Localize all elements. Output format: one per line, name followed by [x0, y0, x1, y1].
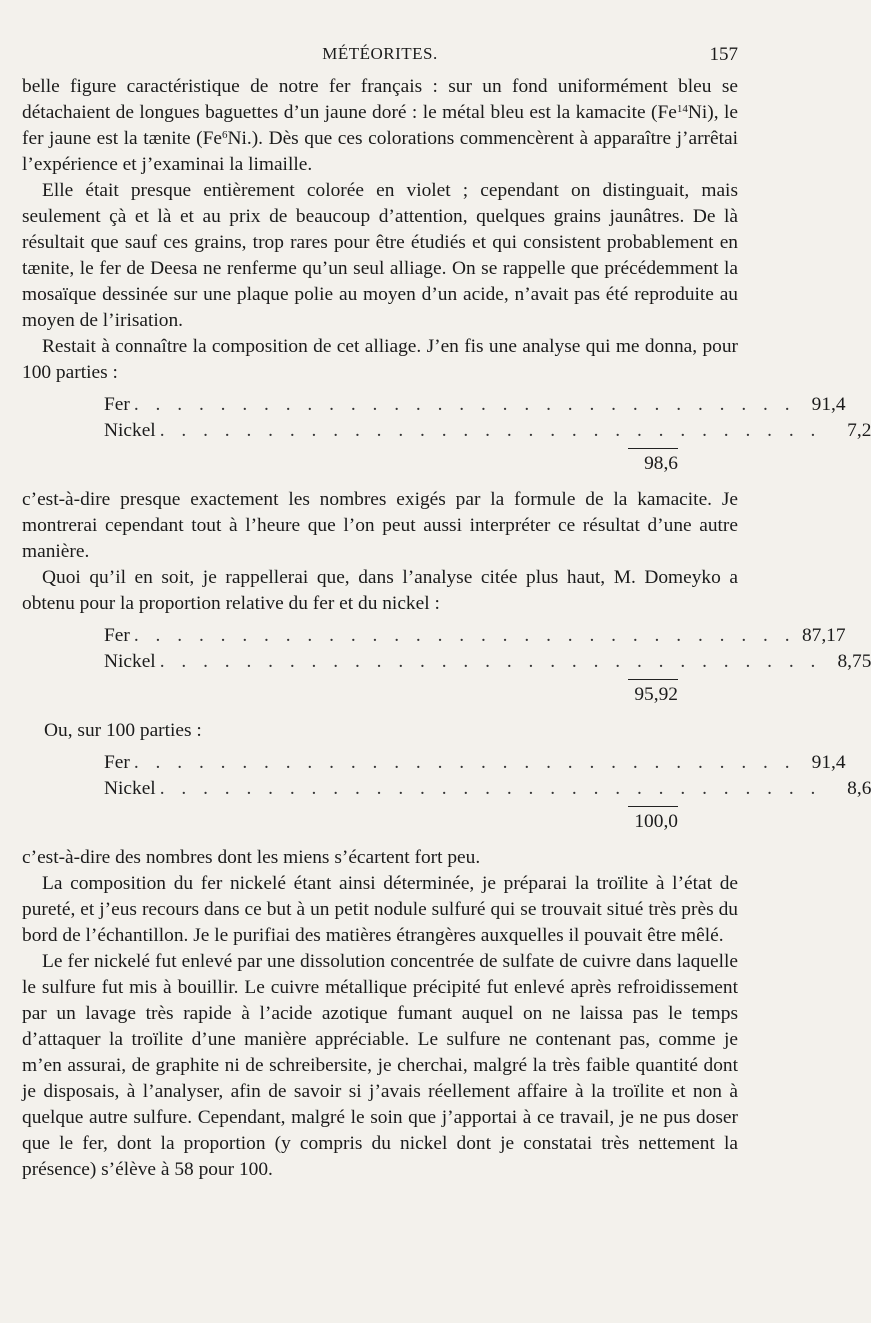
paragraph-4: c’est-à-dire presque exactement les nombres exigés par la formule de la kamacite. Je montrerai cependant tout à l’heure que l’on peut aussi interpréter ce résultat d’une autre manière.: [22, 489, 738, 562]
page-header: [22, 44, 738, 68]
paragraph-1: belle figure caractéristique de notre fer français : sur un fond uniformément bleu se détachaient de longues baguettes d’un jaune doré : le métal bleu est la kamacite (Fe$^{14}$Ni), le fer jaune est la tænite (Fe$^6$Ni.). Dès que ces colorations commencèrent à apparaître j’arrêtai l’expérience et j’examinai la limaille.: [22, 76, 738, 175]
running-title: MÉTÉORITES.: [322, 44, 438, 63]
table-total: 95,92: [628, 679, 678, 708]
per-100-table: [22, 750, 871, 835]
page-number: 157: [709, 44, 738, 65]
page-body: [22, 74, 871, 1183]
domeyko-table: [22, 623, 871, 708]
table-total: 98,6: [628, 448, 678, 477]
table-total: 100,0: [628, 806, 678, 835]
paragraph-9: Le fer nickelé fut enlevé par une dissolution concentrée de sulfate de cuivre dans laquelle le sulfure fut mis à bouillir. Le cuivre métallique précipité fut enlevé après refroidissement par un lavage très rapide à l’acide azotique fumant auquel on ne laissa pas le temps d’attaquer la troïlite d’une manière appréciable. Le sulfure ne contenant pas, comme je m’en assurai, de graphite ni de schreibersite, je cherchai, malgré la très faible quantité dont je disposais, à l’analyser, afin de savoir si j’avais réellement affaire à la troïlite et non à quelque autre sulfure. Cependant, malgré le soin que j’apportai à ce travail, je ne pus doser que le fer, dont la proportion (y compris du nickel dont je constatai très nettement la présence) s’élève à 58 pour 100.: [22, 951, 738, 1180]
paragraph-3: Restait à connaître la composition de cet alliage. J’en fis une analyse qui me donna, pour 100 parties :: [22, 336, 738, 383]
table-row: Nickel . . . . . . . . . . . . . . . . . . . . . . . . . . . . . . . 8,6: [104, 778, 871, 799]
paragraph-8: La composition du fer nickelé étant ainsi déterminée, je préparai la troïlite à l’état de pureté, et j’eus recours dans ce but à un petit nodule sulfuré qui se trouvait situé très près du bord de l’échantillon. Je le purifiai des matières étrangères auxquelles il pouvait être mêlé.: [22, 873, 738, 946]
table-row: Fer . . . . . . . . . . . . . . . . . . . . . . . . . . . . . . . 91,4: [104, 752, 846, 773]
paragraph-7: c’est-à-dire des nombres dont les miens s’écartent fort peu.: [22, 847, 481, 868]
table-row: Nickel . . . . . . . . . . . . . . . . . . . . . . . . . . . . . . . 7,2: [104, 420, 871, 441]
paragraph-2: Elle était presque entièrement colorée en violet ; cependant on distinguait, mais seulement çà et là et au prix de beaucoup d’attention, quelques grains jaunâtres. De là résultait que sauf ces grains, trop rares pour être étudiés et qui consistent probablement en tænite, le fer de Deesa ne renferme qu’un seul alliage. On se rappelle que précédemment la mosaïque dessinée sur une plaque polie au moyen d’un acide, n’avait pas été reproduite au moyen de l’irisation.: [22, 180, 738, 331]
table-row: Fer . . . . . . . . . . . . . . . . . . . . . . . . . . . . . . . 91,4: [104, 394, 846, 415]
paragraph-5: Quoi qu’il en soit, je rappellerai que, dans l’analyse citée plus haut, M. Domeyko a obtenu pour la proportion relative du fer et du nickel :: [22, 567, 738, 614]
paragraph-6: Ou, sur 100 parties :: [44, 720, 202, 741]
table-row: Fer . . . . . . . . . . . . . . . . . . . . . . . . . . . . . . . 87,17: [104, 625, 846, 646]
analysis-table-1: [22, 392, 871, 477]
table-row: Nickel . . . . . . . . . . . . . . . . . . . . . . . . . . . . . . . 8,75: [104, 651, 871, 672]
